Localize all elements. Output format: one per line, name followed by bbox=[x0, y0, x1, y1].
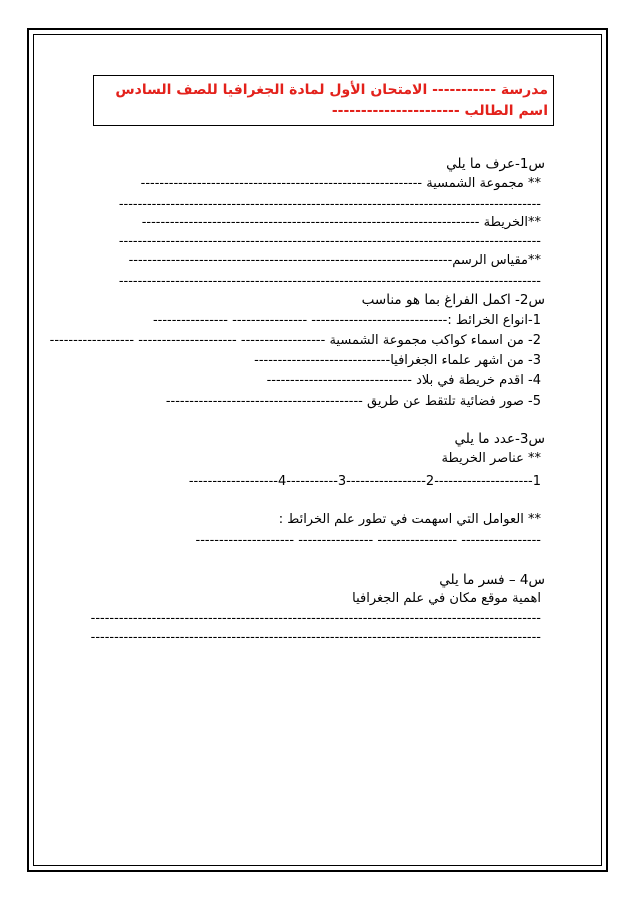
q1-item-2-label: **الخريطة ------------------------------------------------------------------------ bbox=[141, 215, 541, 230]
q4-answer-line-1: ------------------------------------------------------------------------------------------------ bbox=[90, 611, 541, 626]
q3-factors-label: ** العوامل التي اسهمت في تطور علم الخرائط : bbox=[278, 512, 541, 527]
page-outer-border bbox=[27, 28, 608, 872]
header-student-name-line: اسم الطالب ---------------------- bbox=[331, 103, 548, 119]
q1-item-3-label: **مقياس الرسم--------------------------------------------------------------------- bbox=[128, 253, 541, 268]
q2-title: س2- اكمل الفراغ بما هو مناسب bbox=[361, 292, 545, 308]
q4-title: س4 – فسر ما يلي bbox=[439, 572, 545, 588]
q1-item-2-continuation: ------------------------------------------------------------------------------------------ bbox=[118, 234, 541, 249]
q3-factors-blanks: ----------------- ----------------- ---------------- --------------------- bbox=[195, 533, 541, 548]
q1-item-1-label: ** مجموعة الشمسية ------------------------------------------------------------ bbox=[140, 176, 541, 191]
q1-item-1-continuation: ------------------------------------------------------------------------------------------ bbox=[118, 197, 541, 212]
q2-item-1: 1-انواع الخرائط :----------------------------- ---------------- ---------------- bbox=[152, 313, 541, 328]
q2-item-4: 4- اقدم خريطة في بلاد ------------------------------- bbox=[266, 373, 541, 388]
q3-map-elements-blanks: 1---------------------2-----------------3-----------4------------------- bbox=[188, 474, 541, 489]
exam-header-box bbox=[93, 75, 554, 126]
q4-answer-line-2: ------------------------------------------------------------------------------------------------ bbox=[90, 630, 541, 645]
q2-item-5: 5- صور فضائية تلتقط عن طريق ------------------------------------------ bbox=[165, 394, 541, 409]
header-school-line: مدرسة ----------- الامتحان الأول لمادة الجغرافيا للصف السادس bbox=[115, 82, 548, 98]
q2-item-2: 2- من اسماء كواكب مجموعة الشمسية ------------------ --------------------- ------------------ bbox=[49, 333, 541, 348]
q2-item-3: 3- من اشهر علماء الجغرافيا----------------------------- bbox=[254, 353, 541, 368]
q3-map-elements-label: ** عناصر الخريطة bbox=[441, 451, 541, 466]
q1-item-3-continuation: ------------------------------------------------------------------------------------------ bbox=[118, 274, 541, 289]
q3-title: س3-عدد ما يلي bbox=[454, 431, 545, 447]
q4-sub-question: اهمية موقع مكان في علم الجغرافيا bbox=[352, 591, 541, 606]
q1-title: س1-عرف ما يلي bbox=[446, 156, 545, 172]
